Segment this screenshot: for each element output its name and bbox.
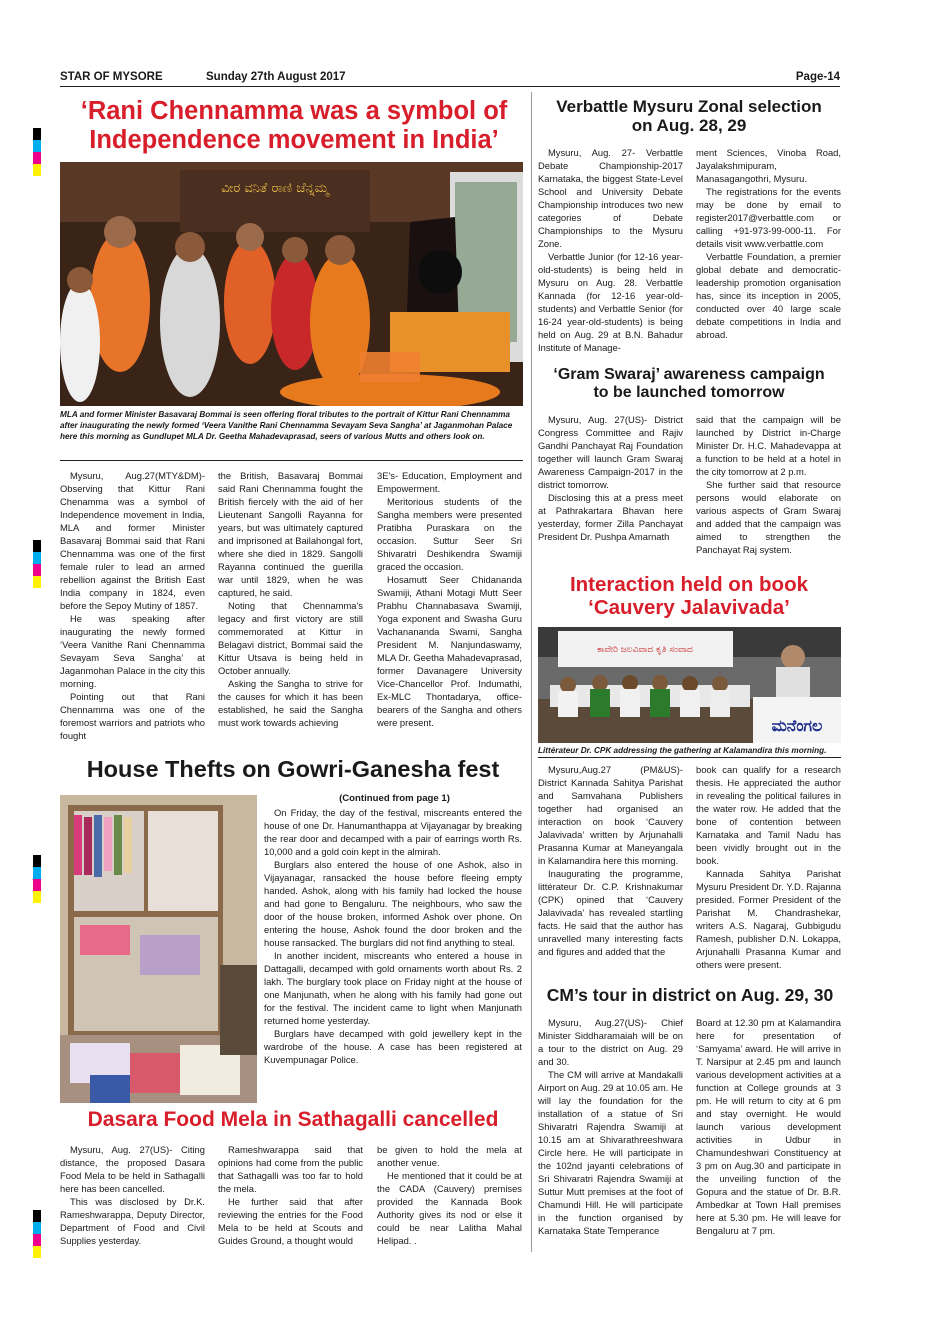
banner-text: ಕಾವೇರಿ ಜಲವಿವಾದ ಕೃತಿ ಸಂವಾದ: [597, 645, 693, 655]
cauvery-caption-rule: [538, 757, 841, 758]
column-divider: [531, 92, 532, 1252]
cauvery-column-1: Mysuru,Aug.27 (PM&US)- District Kannada Sahitya Parishat and Samvahana Publishers together had organised an interaction on book ‘Cauvery Jalavivada’ written by Arjunahalli Prasanna Kumar at Maneyangala in Kalamandira here this morning. Inaugurating the programme, littérateur Dr. C.P. Krishnakumar (CPK) opined that ‘Cauvery Jalavivada’ has revealed startling facts. He said that the author has unravelled many interesting facts and figures and added that the: [538, 764, 683, 957]
verbattle-column-1: Mysuru, Aug. 27- Verbattle Debate Championship-2017 Karnataka, the biggest State-Level School and University Debate Championship introduces two new categories of Debate Championships to the Mysuru Zone. Verbattle Junior (for 12-16 year-old-students) is being held in Mysuru on Aug. 28. Verbattle Kannada (for 12-16 year-old-students) and Verbattle Senior (for 16-24 year-old-students) is being held on Aug. 29 at B.N. Bahadur Institute of Manage-: [538, 147, 683, 353]
registration-mark-lower: [33, 855, 41, 903]
cauvery-caption: Littérateur Dr. CPK addressing the gathering at Kalamandira this morning.: [538, 746, 827, 755]
rani-column-1: Mysuru, Aug.27(MTY&DM)- Observing that Kittur Rani Chenamma was a symbol of Independence movement in India, MLA and former Minister Basavaraj Bommai said that Rani Chennamma was one of the first female ruler to lead an armed rebellion against the British East India company in 1824, even before the Sepoy Mutiny of 1857. He was speaking after inaugurating the newly formed ‘Veera Vanithe Rani Chennamma Sevayam Seva Sangha’ at Jaganmohan Palace in the city this morning. Pointing out that Rani Chennamma was one of the foremost warriors and patriots who fought: [60, 470, 205, 741]
rani-photo: [60, 162, 523, 406]
cm-headline: CM’s tour in district on Aug. 29, 30: [546, 985, 834, 1005]
verbattle-headline: Verbattle Mysuru Zonal selection on Aug. 28, 29: [556, 97, 822, 136]
podium-text: ಮನೆಂಗಲ: [771, 716, 823, 735]
registration-mark-upper: [33, 540, 41, 588]
dasara-headline: Dasara Food Mela in Sathagalli cancelled: [87, 1108, 499, 1131]
paper-name: STAR OF MYSORE: [60, 71, 163, 83]
cm-column-2: Board at 12.30 pm at Kalamandira here for presentation of ‘Samyama’ award. He will arrive in T. Narsipur at 2.45 pm and launch various development activities at a function at College grounds at 3 pm. He will return to city at 6 pm and stay overnight. He would launch various development activities in Udbur in Chamundeshwari Constituency at 3 pm on Aug.30 and participate in the unveiling function of the Gopura and the statue of Dr. B.R. Ambedkar at Town Hall premises here at 5.30 pm. He will leave for Bengaluru at 7 pm.: [696, 1017, 841, 1236]
banner-text: ವೀರ ವನಿತೆ ರಾಣಿ ಚೆನ್ನಮ್ಮ: [221, 181, 329, 196]
page-number: Page-14: [795, 71, 840, 83]
swaraj-headline: ‘Gram Swaraj’ awareness campaign to be launched tomorrow: [553, 366, 825, 401]
swaraj-column-2: said that the campaign will be launched by District in-Charge Minister Dr. H.C. Mahadevappa at a function to be held at a hotel in the city tomorrow at 2 p.m. She further said that resource persons would elaborate on various aspects of Gram Swaraj and added that the campaign was aimed to strengthen the Panchayat Raj system.: [696, 414, 841, 555]
cauvery-headline: Interaction held on book ‘Cauvery Jalavivada’: [569, 573, 809, 619]
cauvery-column-2: book can qualify for a research thesis. He appreciated the author in revealing the political failures in the water row. He added that the bone of contention between Karnataka and Tamil Nadu has been vividly brought out in the book. Kannada Sahitya Parishat Mysuru President Dr. Y.D. Rajanna presided. Former President of the Parishat M. Chandrashekar, writers A.S. Nagaraj, Gubbigudu Ramesh, publisher D.N. Lokappa, Arjunahalli Prasanna Kumar and others were present.: [696, 764, 841, 970]
registration-mark-bottom: [33, 1210, 41, 1258]
registration-mark-top: [33, 128, 41, 176]
thefts-body: On Friday, the day of the festival, miscreants entered the house of one Dr. Hanumanthappa at Vijayanagar by breaking the rear door and decamped with a pair of earrings worth Rs. 10,000 and a gold coin kept in the almirah. Burglars also entered the house of one Ashok, also in Vijayanagar, ransacked the house before fleeing empty handed. Ashok, along with his family had locked the house and had gone to Bengaluru. The neighbours, who saw the door of the house broken, informed Ashok over phone. On entering the house, Ashok found the door broken and the house ransacked. The burglars did not find anything to steal. In another incident, miscreants who entered a house in Dattagalli, decamped with gold ornaments worth about Rs. 2 lakh. The burglary took place on Friday night at the house of one Manjunath, when he along with his family had gone out for the festival. The incident came to light when Manjunath returned home yesterday. Burglars have decamped with gold jewellery kept in the wardrobe of the house. A case has been registered at Kuvempunagar Police.: [264, 807, 522, 1065]
dasara-column-3: be given to hold the mela at another venue. He mentioned that it could be at the CADA (Cauvery) premises provided the Kannada Book Authority gives its nod or else it could be near Lalitha Mahal Helipad. .: [377, 1144, 522, 1246]
verbattle-column-2: ment Sciences, Vinoba Road, Jayalakshmipuram, Manasagangothri, Mysuru. The registrations for the events may be done by email to register2017@verbattle.com or calling +91-973-99-000-11. For details visit www.verbattle.com Verbattle Foundation, a premier global debate and democratic-leadership promotion organisation has, since its inception in 2005, conducted over 40 large scale debate competitions in India and abroad.: [696, 147, 841, 340]
cm-column-1: Mysuru, Aug.27(US)- Chief Minister Siddharamaiah will be on a tour to the district on Aug. 29 and 30. The CM will arrive at Mandakalli Airport on Aug. 29 at 10.05 am. He will lay the foundation for the installation of a statue of Sri Shivaratri Rajendra Swamiji at 10.15 am at Shivarathreeshwara Circle here. He will participate in the 102nd jayanti celebrations of Sri Shivaratri Rajendra Swamiji at Suttur Mutt premises at the foot of Chamundi Hill. He will participate in the function organised by Karnataka State Temperance: [538, 1017, 683, 1236]
thefts-continued-note: (Continued from page 1): [339, 793, 450, 804]
thefts-photo: [60, 795, 257, 1103]
rani-headline: ‘Rani Chennamma was a symbol of Independence movement in India’: [80, 97, 508, 154]
issue-date: Sunday 27th August 2017: [206, 71, 346, 83]
cauvery-photo: [538, 627, 841, 743]
dasara-column-2: Rameshwarappa said that opinions had come from the public that Sathagalli was too far to hold the mela. He further said that after reviewing the entries for the Food Mela to be held at Scouts and Guides Ground, a thought would: [218, 1144, 363, 1246]
rani-caption-rule: [60, 460, 523, 461]
rani-column-2: the British, Basavaraj Bommai said Rani Chennamma fought the British fiercely with the aid of her Lieutenant Sangolli Rayanna for years, but was ultimately captured and imprisoned at Bailahongal fort, where she died in 1829. Sangolli Rayanna continued the guerilla war until 1829, when he was captured, he said. Noting that Chennamma's legacy and first victory are still commemorated at Kittur in Belagavi district, Bommai said the Kittur Utsava is being held in October annually. Asking the Sangha to strive for the causes for which it has been established, he said the Sangha must work towards achieving: [218, 470, 363, 728]
rani-caption: MLA and former Minister Basavaraj Bommai is seen offering floral tributes to the portrait of Kittur Rani Chennamma after inaugurating the newly formed ‘Veera Vanithe Rani Chennamma Sevayam Seva Sangha’ at Jaganmohan Palace here this morning as Gundlupet MLA Dr. Geetha Mahadevaprasad, seers of various Mutts and others look on.: [60, 410, 513, 442]
swaraj-column-1: Mysuru, Aug. 27(US)- District Congress Committee and Rajiv Gandhi Panchayat Raj Foundation together will launch Gram Swaraj Awareness Campaign-2017 in the district tomorrow. Disclosing this at a press meet at Pathrakartara Bhavan here yesterday, former Zilla Panchayat President Dr. Pushpa Amarnath: [538, 414, 683, 542]
rani-column-3: 3E's- Education, Employment and Empowerment. Meritorious students of the Sangha members were presented Pratibha Puraskara on the occasion. Suttur Seer Sri Shivaratri Deshikendra Swamiji graced the occasion. Hosamutt Seer Chidananda Swamiji, Athani Motagi Mutt Seer Prabhu Channabasava Swamiji, Yoga exponent and Swasha Guru Vachanananda Swami, Sangha President M. Nanjundaswamy, MLA Dr. Geetha Mahadevaprasad, former Davanagere University Vice-Chancellor Prof. Indumathi, Ex-MLC Thontadarya, office-bearers of the Sangha and others were present.: [377, 470, 522, 728]
dasara-column-1: Mysuru, Aug. 27(US)- Citing distance, the proposed Dasara Food Mela to be held in Sathagalli here has been cancelled. This was disclosed by Dr.K. Rameshwarappa, Deputy Director, Department of Food and Civil Supplies yesterday.: [60, 1144, 205, 1246]
page-header: [60, 70, 840, 87]
thefts-headline: House Thefts on Gowri-Ganesha fest: [86, 756, 500, 782]
